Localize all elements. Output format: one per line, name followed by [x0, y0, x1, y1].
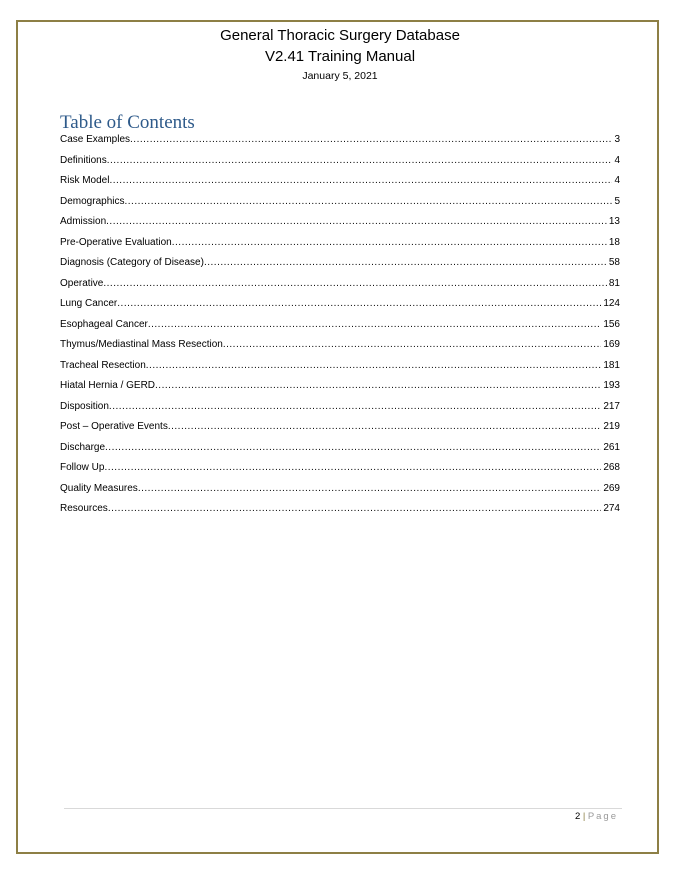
toc-leader-dots [106, 215, 607, 229]
toc-entry-title: Hiatal Hernia / GERD [60, 380, 156, 391]
toc-entry[interactable] [60, 236, 620, 257]
toc-entry-title: Diagnosis (Category of Disease) [60, 257, 204, 268]
toc-entry-page: 18 [608, 236, 620, 248]
toc-entry-page: 13 [608, 216, 620, 227]
document-title: General Thoracic Surgery Database [220, 27, 460, 44]
toc-leader-dots [138, 482, 602, 496]
toc-entry-page: 217 [603, 400, 620, 412]
toc-leader-dots [124, 195, 612, 209]
toc-entry-title: Discharge [60, 441, 106, 453]
toc-entry-title: Disposition [60, 400, 109, 412]
toc-entry-title: Quality Measures [60, 482, 138, 494]
toc-entry[interactable] [60, 420, 620, 441]
toc-leader-dots [146, 359, 602, 373]
toc-leader-dots [104, 461, 601, 475]
toc-entry[interactable] [60, 174, 620, 195]
toc-entry-page: 4 [614, 154, 620, 166]
toc-entry[interactable] [60, 379, 620, 400]
toc-leader-dots [103, 277, 607, 291]
page-separator: | [582, 811, 586, 822]
toc-entry-title: Demographics [60, 195, 125, 207]
toc-entry[interactable] [60, 215, 620, 236]
toc-entry-title: Resources [60, 503, 108, 514]
toc-entry-page: 269 [603, 482, 620, 494]
toc-leader-dots [107, 154, 613, 168]
toc-leader-dots [105, 441, 601, 455]
toc-leader-dots [109, 174, 612, 188]
toc-entry-page: 268 [603, 462, 620, 473]
toc-entry-page: 169 [603, 339, 620, 350]
toc-entry[interactable] [60, 256, 620, 277]
toc-entry-page: 193 [603, 380, 620, 391]
toc-leader-dots [155, 379, 601, 393]
toc-entry-page: 81 [608, 277, 620, 289]
toc-entry-title: Admission [60, 216, 107, 227]
toc-leader-dots [130, 133, 612, 147]
toc-entry[interactable] [60, 359, 620, 380]
toc-leader-dots [109, 400, 601, 414]
toc-entry-title: Lung Cancer [60, 298, 118, 309]
toc-entry-page: 58 [608, 257, 620, 268]
toc-entry-page: 274 [603, 503, 620, 514]
toc-entry-title: Pre-Operative Evaluation [60, 236, 172, 248]
toc-leader-dots [204, 256, 607, 270]
toc-leader-dots [117, 297, 601, 311]
toc-heading: Table of Contents [60, 112, 195, 133]
toc-entry-page: 261 [603, 441, 620, 453]
toc-entry-page: 181 [603, 359, 620, 371]
toc-entry-title: Follow Up [60, 462, 105, 473]
toc-entry-page: 156 [603, 318, 620, 330]
toc-entry[interactable] [60, 482, 620, 503]
toc-entry[interactable] [60, 400, 620, 421]
toc-entry[interactable] [60, 461, 620, 482]
toc-leader-dots [108, 502, 602, 516]
footer-page-number [575, 811, 618, 822]
toc-entry[interactable] [60, 195, 620, 216]
toc-entry-title: Operative [60, 277, 104, 289]
toc-entry[interactable] [60, 277, 620, 298]
toc-entry-title: Risk Model [60, 175, 110, 186]
toc-leader-dots [223, 338, 601, 352]
toc-leader-dots [148, 318, 601, 332]
toc-entry-page: 5 [614, 195, 620, 207]
toc-entry-title: Thymus/Mediastinal Mass Resection [60, 339, 223, 350]
toc-entry[interactable] [60, 154, 620, 175]
table-of-contents [60, 133, 620, 523]
toc-entry[interactable] [60, 338, 620, 359]
page-label: Page [587, 811, 618, 822]
toc-entry[interactable] [60, 502, 620, 523]
toc-entry[interactable] [60, 297, 620, 318]
toc-entry-title: Definitions [60, 154, 107, 166]
document-date: January 5, 2021 [302, 70, 378, 82]
toc-entry-title: Case Examples [60, 134, 131, 145]
toc-entry-title: Esophageal Cancer [60, 318, 148, 330]
document-subtitle: V2.41 Training Manual [264, 48, 416, 65]
page-number: 2 [575, 811, 581, 822]
toc-entry[interactable] [60, 318, 620, 339]
toc-entry[interactable] [60, 441, 620, 462]
toc-entry-title: Tracheal Resection [60, 359, 146, 371]
toc-entry-page: 3 [614, 134, 620, 145]
toc-entry-title: Post – Operative Events [60, 421, 168, 432]
toc-entry-page: 219 [603, 421, 620, 432]
toc-entry-page: 124 [603, 298, 620, 309]
toc-leader-dots [168, 420, 601, 434]
footer-divider [64, 808, 622, 809]
toc-entry[interactable] [60, 133, 620, 154]
toc-entry-page: 4 [614, 175, 620, 186]
toc-leader-dots [172, 236, 607, 250]
